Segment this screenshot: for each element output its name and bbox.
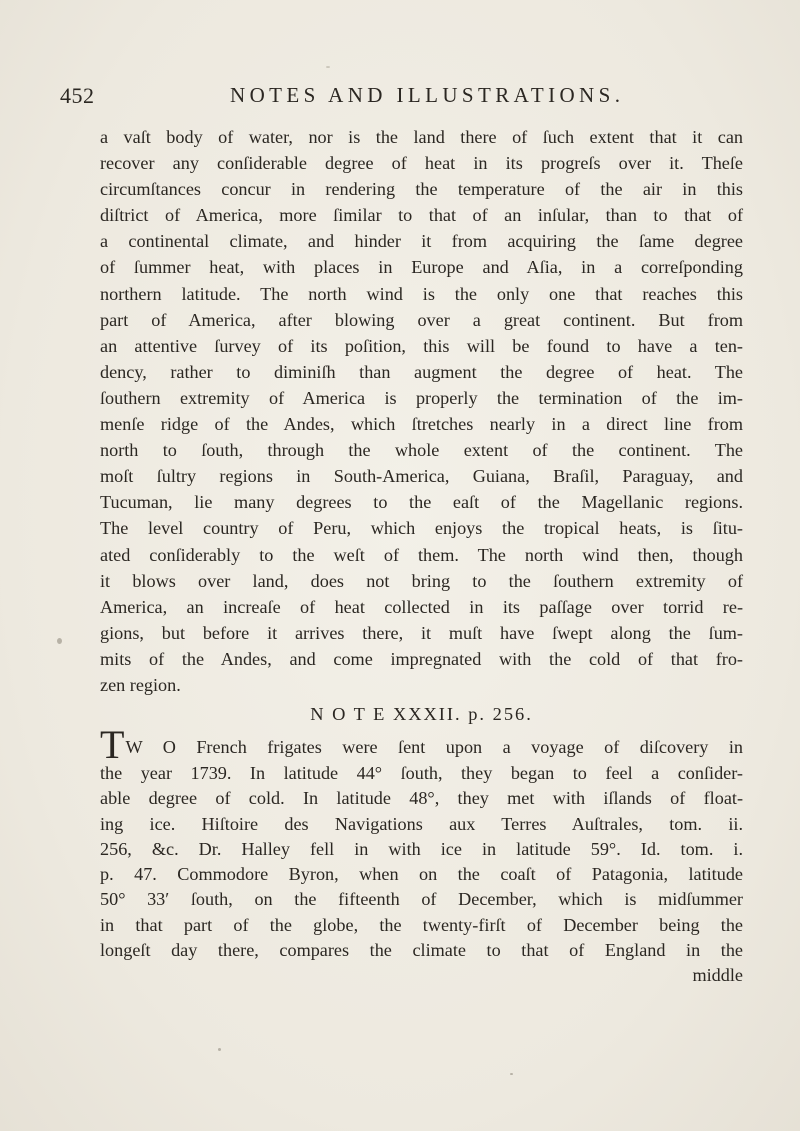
body-line: a continental climate, and hinder it from acquiring the ſame degree bbox=[100, 231, 743, 252]
body-line: northern latitude. The north wind is the only one that reaches this bbox=[100, 283, 743, 304]
note-text bbox=[100, 722, 743, 989]
note-heading: N O T E XXXII. p. 256. bbox=[310, 704, 533, 724]
body-line: menſe ridge of the Andes, which ſtretches nearly in a direct line from bbox=[100, 414, 743, 435]
paper-speck bbox=[510, 1073, 513, 1075]
body-line: gions, but before it arrives there, it muſt have ſwept along the ſum- bbox=[100, 622, 743, 643]
body-line: a vaſt body of water, nor is the land there of ſuch extent that it can bbox=[100, 127, 743, 147]
body-line: north to ſouth, through the whole extent of the continent. The bbox=[100, 440, 743, 461]
note-line: able degree of cold. In latitude 48°, they met with iſlands of float- bbox=[100, 788, 743, 809]
body-line: circumſtances concur in rendering the temperature of the air in this bbox=[100, 179, 743, 200]
body-line: of ſummer heat, with places in Europe and Aſia, in a correſponding bbox=[100, 257, 743, 278]
body-line: moſt ſultry regions in South-America, Guiana, Braſil, Paraguay, and bbox=[100, 466, 743, 487]
body-line: part of America, after blowing over a great continent. But from bbox=[100, 309, 743, 330]
body-line: diſtrict of America, more ſimilar to that of an inſular, than to that of bbox=[100, 205, 743, 226]
body-text bbox=[100, 124, 743, 698]
body-line: recover any conſiderable degree of heat in its progreſs over it. Theſe bbox=[100, 153, 743, 174]
note-line: 256, &c. Dr. Halley fell in with ice in latitude 59°. Id. tom. i. bbox=[100, 838, 743, 859]
body-line: America, an increaſe of heat collected in its paſſage over torrid re- bbox=[100, 596, 743, 617]
paper-speck bbox=[57, 638, 62, 644]
body-line: The level country of Peru, which enjoys the tropical heats, is ſitu- bbox=[100, 518, 743, 539]
catchword: middle bbox=[692, 965, 743, 986]
body-line: an attentive ſurvey of its poſition, this will be found to have a ten- bbox=[100, 335, 743, 356]
body-line: dency, rather to diminiſh than augment the degree of heat. The bbox=[100, 361, 743, 382]
page-number: 452 bbox=[60, 83, 95, 108]
body-line: it blows over land, does not bring to the ſouthern extremity of bbox=[100, 570, 743, 591]
note-line: p. 47. Commodore Byron, when on the coaſt of Patagonia, latitude bbox=[100, 864, 743, 885]
note-line: 50° 33′ ſouth, on the fifteenth of December, which is midſummer bbox=[100, 889, 743, 910]
paper-speck bbox=[326, 66, 330, 68]
body-line: Tucuman, lie many degrees to the eaſt of the Magellanic regions. bbox=[100, 492, 743, 513]
note-line: in that part of the globe, the twenty-firſt of December being the bbox=[100, 914, 743, 935]
body-line: ated conſiderably to the weſt of them. The north wind then, though bbox=[100, 544, 743, 565]
paper-speck bbox=[218, 1048, 221, 1051]
note-line: longeſt day there, compares the climate to that of England in the bbox=[100, 940, 743, 961]
body-line: mits of the Andes, and come impregnated with the cold of that fro- bbox=[100, 648, 743, 669]
note-line: the year 1739. In latitude 44° ſouth, they began to feel a conſider- bbox=[100, 763, 743, 783]
note-first-line bbox=[100, 722, 743, 767]
body-line: zen region. bbox=[100, 674, 181, 695]
body-line: ſouthern extremity of America is properly the termination of the im- bbox=[100, 387, 743, 408]
page-header bbox=[60, 83, 760, 113]
drop-cap: T bbox=[100, 722, 125, 767]
running-head: NOTES AND ILLUSTRATIONS. bbox=[230, 83, 625, 107]
note-line: ing ice. Hiſtoire des Navigations aux Terres Auſtrales, tom. ii. bbox=[100, 813, 743, 834]
note-line: W O French frigates were ſent upon a voyage of diſcovery in bbox=[125, 737, 743, 757]
